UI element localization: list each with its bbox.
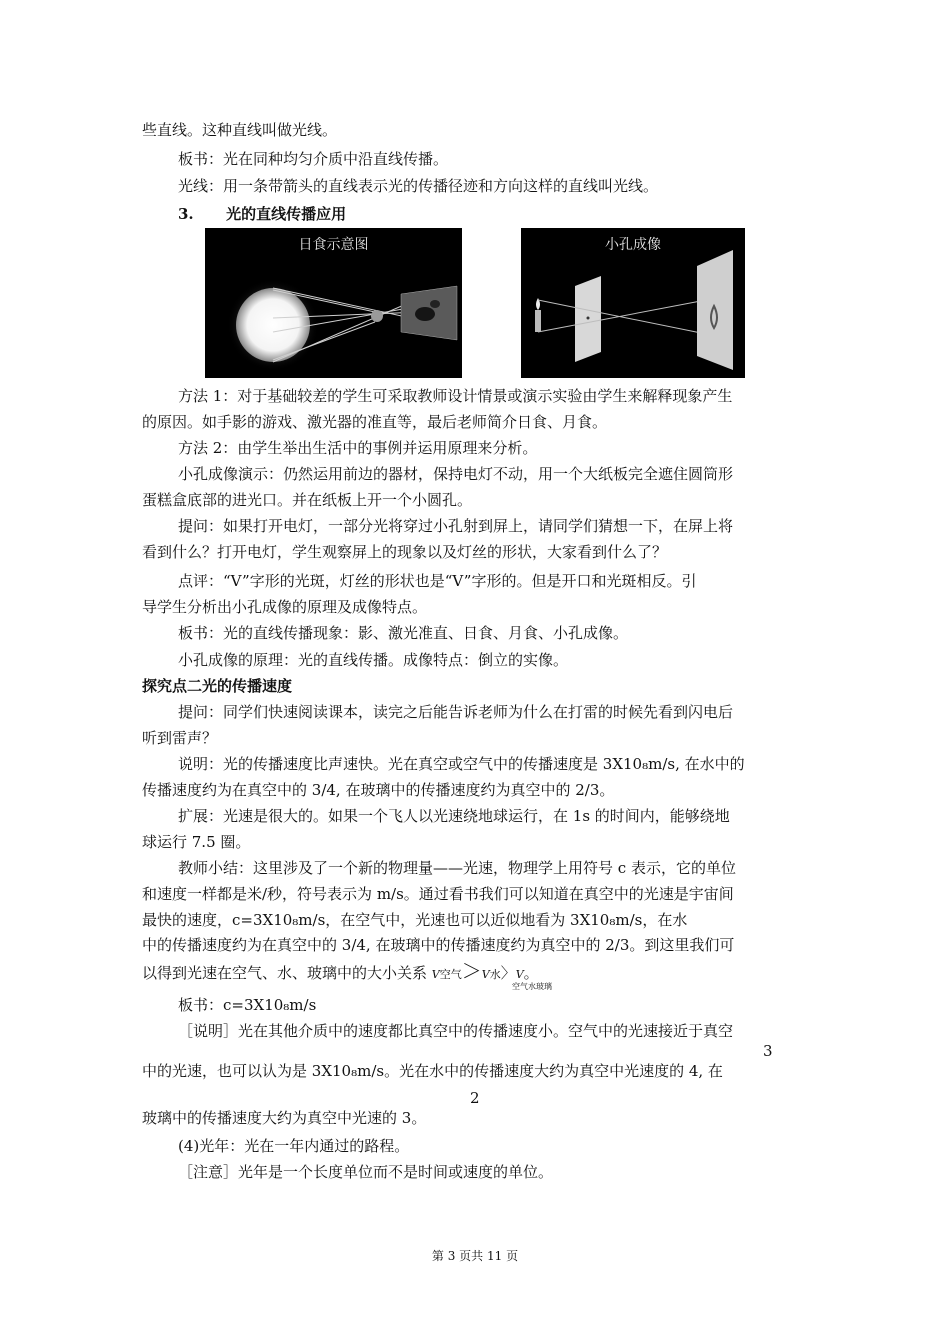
- text-line: 方法 1：对于基础较差的学生可采取教师设计情景或演示实验由学生来解释现象产生: [178, 387, 733, 405]
- pinhole: [587, 317, 590, 320]
- moon: [371, 310, 383, 322]
- text-line: 小孔成像演示：仍然运用前边的器材，保持电灯不动，用一个大纸板完全遮住圆筒形: [178, 465, 734, 483]
- fraction-numerator: 2: [470, 1089, 480, 1107]
- text-line: 板书：光在同种均匀介质中沿直线传播。: [178, 150, 449, 168]
- text-line: 听到雷声？: [142, 729, 218, 747]
- text-line: 板书：c=3X10₈m/s: [178, 996, 317, 1014]
- text-line: 导学生分析出小孔成像的原理及成像特点。: [142, 598, 428, 616]
- text-line: 中的传播速度约为在真空中的 3/4, 在玻璃中的传播速度约为真空中的 2/3。到这里我们可: [142, 936, 735, 954]
- figure-title: 日食示意图: [298, 237, 369, 253]
- text-line: 最快的速度，c=3X10₈m/s，在空气中，光速也可以近似地看为 3X10₈m/s，在水: [142, 911, 688, 929]
- text-line: 说明：光的传播速度比声速快。光在真空或空气中的传播速度是 3X10₈m/s, 在水中的: [178, 755, 745, 773]
- text-line: (4)光年：光在一年内通过的路程。: [178, 1137, 410, 1155]
- subscript-labels: 空气水玻璃: [512, 982, 552, 991]
- fraction-numerator: 3: [763, 1042, 773, 1060]
- text-line: 传播速度约为在真空中的 3/4, 在玻璃中的传播速度约为真空中的 2/3。: [142, 781, 615, 799]
- text-line: 方法 2：由学生举出生活中的事例并运用原理来分析。: [178, 439, 538, 457]
- text-line: 玻璃中的传播速度大约为真空中光速的 3。: [142, 1109, 427, 1127]
- relation-text: 以得到光速在空气、水、玻璃中的大小关系: [142, 964, 428, 982]
- text-line: 球运行 7.5 圈。: [142, 833, 251, 851]
- text-line: ［说明］光在其他介质中的速度都比真空中的传播速度小。空气中的光速接近于真空: [178, 1022, 734, 1040]
- text-line: 提问：如果打开电灯，一部分光将穿过小孔射到屏上，请同学们猜想一下，在屏上将: [178, 517, 734, 535]
- pinhole-imaging-figure: [521, 228, 745, 378]
- text-line: 小孔成像的原理：光的直线传播。成像特点：倒立的实像。: [178, 651, 569, 669]
- text-line: ［注意］光年是一个长度单位而不是时间或速度的单位。: [178, 1163, 554, 1181]
- section-heading: 探究点二光的传播速度: [142, 677, 293, 695]
- text-line: 光线：用一条带箭头的直线表示光的传播径迹和方向这样的直线叫光线。: [178, 177, 659, 195]
- eclipse-diagram: [205, 228, 462, 378]
- candle: [535, 310, 541, 332]
- text-line: 教师小结：这里涉及了一个新的物理量——光速，物理学上用符号 c 表示，它的单位: [178, 859, 736, 877]
- light-rays: [538, 300, 706, 334]
- text-line: 板书：光的直线传播现象：影、激光准直、日食、月食、小孔成像。: [178, 624, 629, 642]
- umbra: [415, 307, 435, 321]
- text-line: 提问：同学们快速阅读课本，读完之后能告诉老师为什么在打雷的时候先看到闪电后: [178, 703, 734, 721]
- text-line: 些直线。这种直线叫做光线。: [142, 121, 338, 139]
- text-line: 蛋糕盒底部的进光口。并在纸板上开一个小圆孔。: [142, 491, 473, 509]
- figure-title: 小孔成像: [605, 237, 661, 253]
- heading-text: 光的直线传播应用: [226, 205, 347, 223]
- text-line: 看到什么？打开电灯，学生观察屏上的现象以及灯丝的形状，大家看到什么了？: [142, 543, 668, 561]
- text-line: 的原因。如手影的游戏、激光器的准直等，最后老师简介日食、月食。: [142, 413, 608, 431]
- section-heading: [178, 204, 346, 224]
- pinhole-diagram: [521, 228, 745, 378]
- page-footer: 第 3 页共 11 页: [431, 1249, 519, 1263]
- speed-relation-line: 以得到光速在空气、水、玻璃中的大小关系 V空气＞V水〉V。: [142, 959, 539, 983]
- text-line: 中的光速，也可以认为是 3X10₈m/s。光在水中的传播速度大约为真空中光速度的 4, 在: [142, 1062, 723, 1080]
- solar-eclipse-figure: [205, 228, 462, 378]
- heading-number: 3.: [178, 205, 194, 223]
- text-line: 和速度一样都是米/秒，符号表示为 m/s。通过看书我们可以知道在真空中的光速是宇宙间: [142, 885, 734, 903]
- text-line: 扩展：光速是很大的。如果一个飞人以光速绕地球运行，在 1s 的时间内，能够绕地: [178, 807, 730, 825]
- text-line: 点评：“V”字形的光斑，灯丝的形状也是“V”字形的。但是开口和光斑相反。引: [178, 572, 697, 590]
